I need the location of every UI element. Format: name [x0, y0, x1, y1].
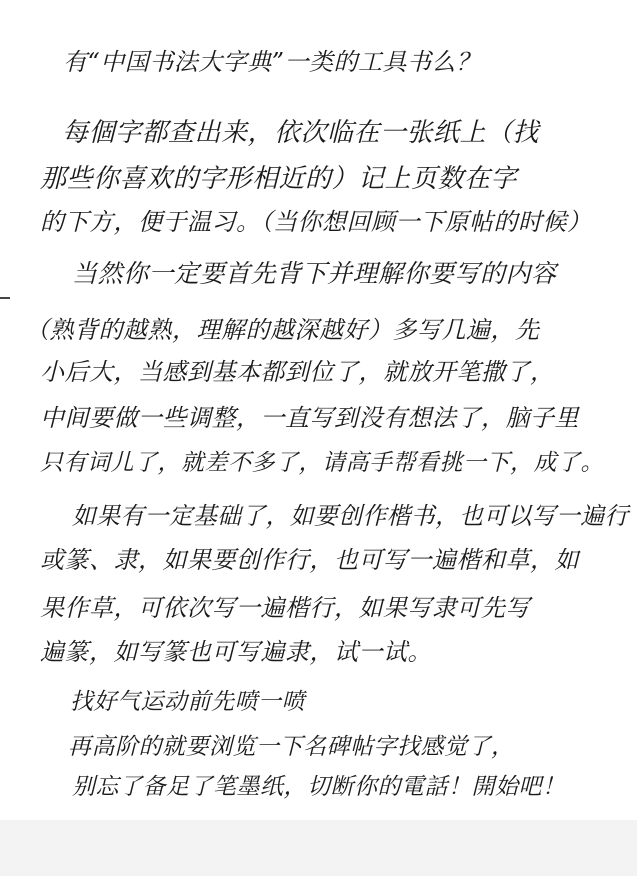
- text-line-2: 每個字都查出来，依次临在一张纸上（找: [62, 118, 540, 148]
- text-line-1: 有“中国书法大字典”一类的工具书么？: [63, 48, 481, 76]
- text-line-6: （熟背的越熟，理解的越深越好）多写几遍，先: [25, 316, 540, 344]
- text-line-13: 遍篆，如写篆也可写遍隶，试一试。: [40, 638, 432, 666]
- text-line-5: 当然你一定要首先背下并理解你要写的内容: [72, 259, 557, 288]
- text-line-16: 别忘了备足了笔墨纸，切断你的電話！開始吧！: [72, 774, 566, 800]
- text-line-15: 再高阶的就要浏览一下名碑帖字找感觉了，: [68, 734, 515, 760]
- page-margin-bottom: [0, 820, 637, 876]
- text-line-9: 只有词儿了，就差不多了，请高手帮看挑一下，成了。: [40, 450, 604, 476]
- text-line-11: 或篆、隶，如果要创作行，也可写一遍楷和草，如: [40, 546, 579, 574]
- margin-mark: [0, 297, 10, 299]
- text-line-3: 那些你喜欢的字形相近的）记上页数在字: [40, 164, 518, 194]
- text-line-8: 中间要做一些调整，一直写到没有想法了，脑子里: [40, 404, 579, 432]
- text-line-10: 如果有一定基础了，如要创作楷书，也可以写一遍行: [72, 502, 629, 530]
- text-line-4: 的下方，便于温习。（当你想回顾一下原帖的时候）: [40, 208, 592, 236]
- text-line-14: 找好气运动前先喷一喷: [70, 689, 305, 715]
- text-line-7: 小后大，当感到基本都到位了，就放开笔撒了，: [40, 358, 555, 386]
- text-line-12: 果作草，可依次写一遍楷行，如果写隶可先写: [40, 594, 530, 622]
